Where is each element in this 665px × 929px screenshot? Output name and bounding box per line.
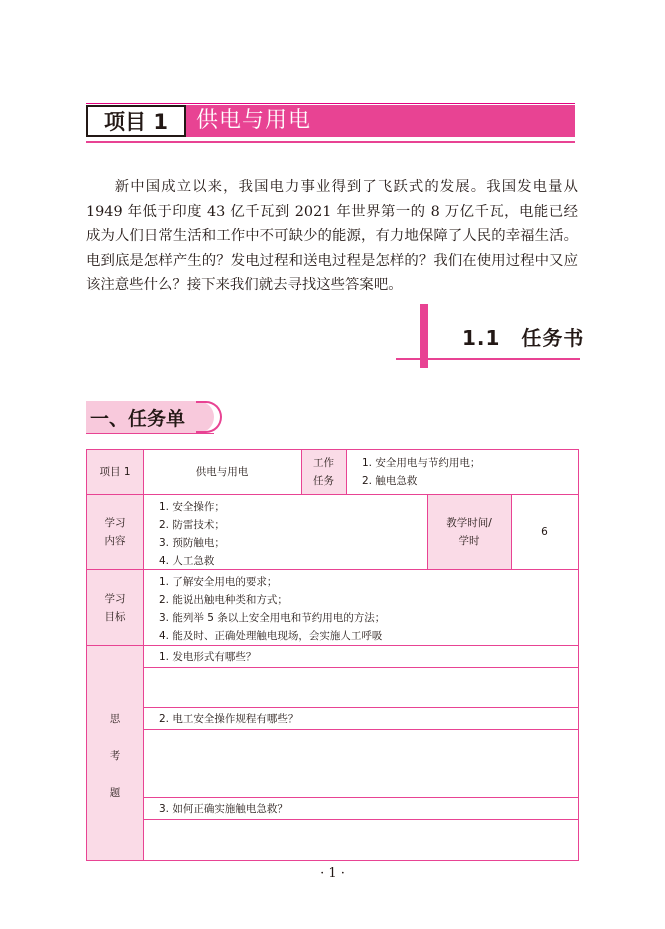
- time-value: 6: [541, 526, 548, 538]
- think-label-char: 考: [109, 750, 121, 762]
- page-number: · 1 ·: [320, 866, 345, 881]
- question-item: 3. 如何正确实施触电急救？: [159, 803, 288, 815]
- project-header-bottom-rule: [86, 141, 575, 143]
- work-item: 1. 安全用电与节约用电；: [362, 457, 481, 469]
- task-table: [86, 449, 579, 861]
- goal-item: 1. 了解安全用电的要求；: [159, 576, 278, 588]
- goal-item: 2. 能说出触电种类和方式；: [159, 594, 288, 606]
- project-title: 供电与用电: [196, 108, 312, 133]
- content-item: 4. 人工急救: [159, 555, 215, 567]
- project-label-cell: 项目 1: [99, 466, 131, 478]
- time-label: 教学时间/: [446, 517, 492, 529]
- subsection-underline: [86, 433, 214, 434]
- section-title: 1.1 任务书: [462, 326, 585, 350]
- project-number-box: 项目 1: [86, 105, 186, 137]
- content-label: 学习: [104, 517, 126, 529]
- content-item: 2. 防雷技术；: [159, 519, 225, 531]
- think-label-char: 题: [109, 787, 121, 799]
- goal-label: 目标: [104, 611, 126, 623]
- question-item: 1. 发电形式有哪些？: [159, 651, 257, 663]
- goal-label: 学习: [104, 593, 126, 605]
- subsection-tab-ring: [196, 401, 222, 433]
- project-header-top-rule: [86, 103, 575, 104]
- goal-item: 3. 能列举 5 条以上安全用电和节约用电的方法；: [159, 612, 386, 624]
- time-label: 学时: [458, 535, 480, 547]
- think-label-char: 思: [109, 713, 121, 725]
- project-value-cell: 供电与用电: [195, 466, 249, 478]
- goal-item: 4. 能及时、正确处理触电现场，会实施人工呼吸: [159, 630, 383, 642]
- section-underline: [396, 358, 580, 360]
- intro-paragraph: 新中国成立以来，我国电力事业得到了飞跃式的发展。我国发电量从 1949 年低于印度 43 亿千瓦到 2021 年世界第一的 8 万亿千瓦，电能已经成为人们日常生活和工作中不可缺少的能源，有力地保障了人民的幸福生活。电到底是怎样产生的？发电过程和送电过程是怎样的？我们在使用过程中又应该注意些什么？接下来我们就去寻找这些答案吧。: [86, 179, 578, 293]
- content-item: 3. 预防触电；: [159, 537, 225, 549]
- content-label: 内容: [104, 535, 126, 547]
- subsection-title: 一、任务单: [90, 408, 186, 430]
- work-label: 工作: [313, 457, 334, 469]
- work-label: 任务: [313, 475, 334, 487]
- content-item: 1. 安全操作；: [159, 501, 225, 513]
- question-item: 2. 电工安全操作规程有哪些？: [159, 713, 299, 725]
- work-item: 2. 触电急救: [362, 475, 418, 487]
